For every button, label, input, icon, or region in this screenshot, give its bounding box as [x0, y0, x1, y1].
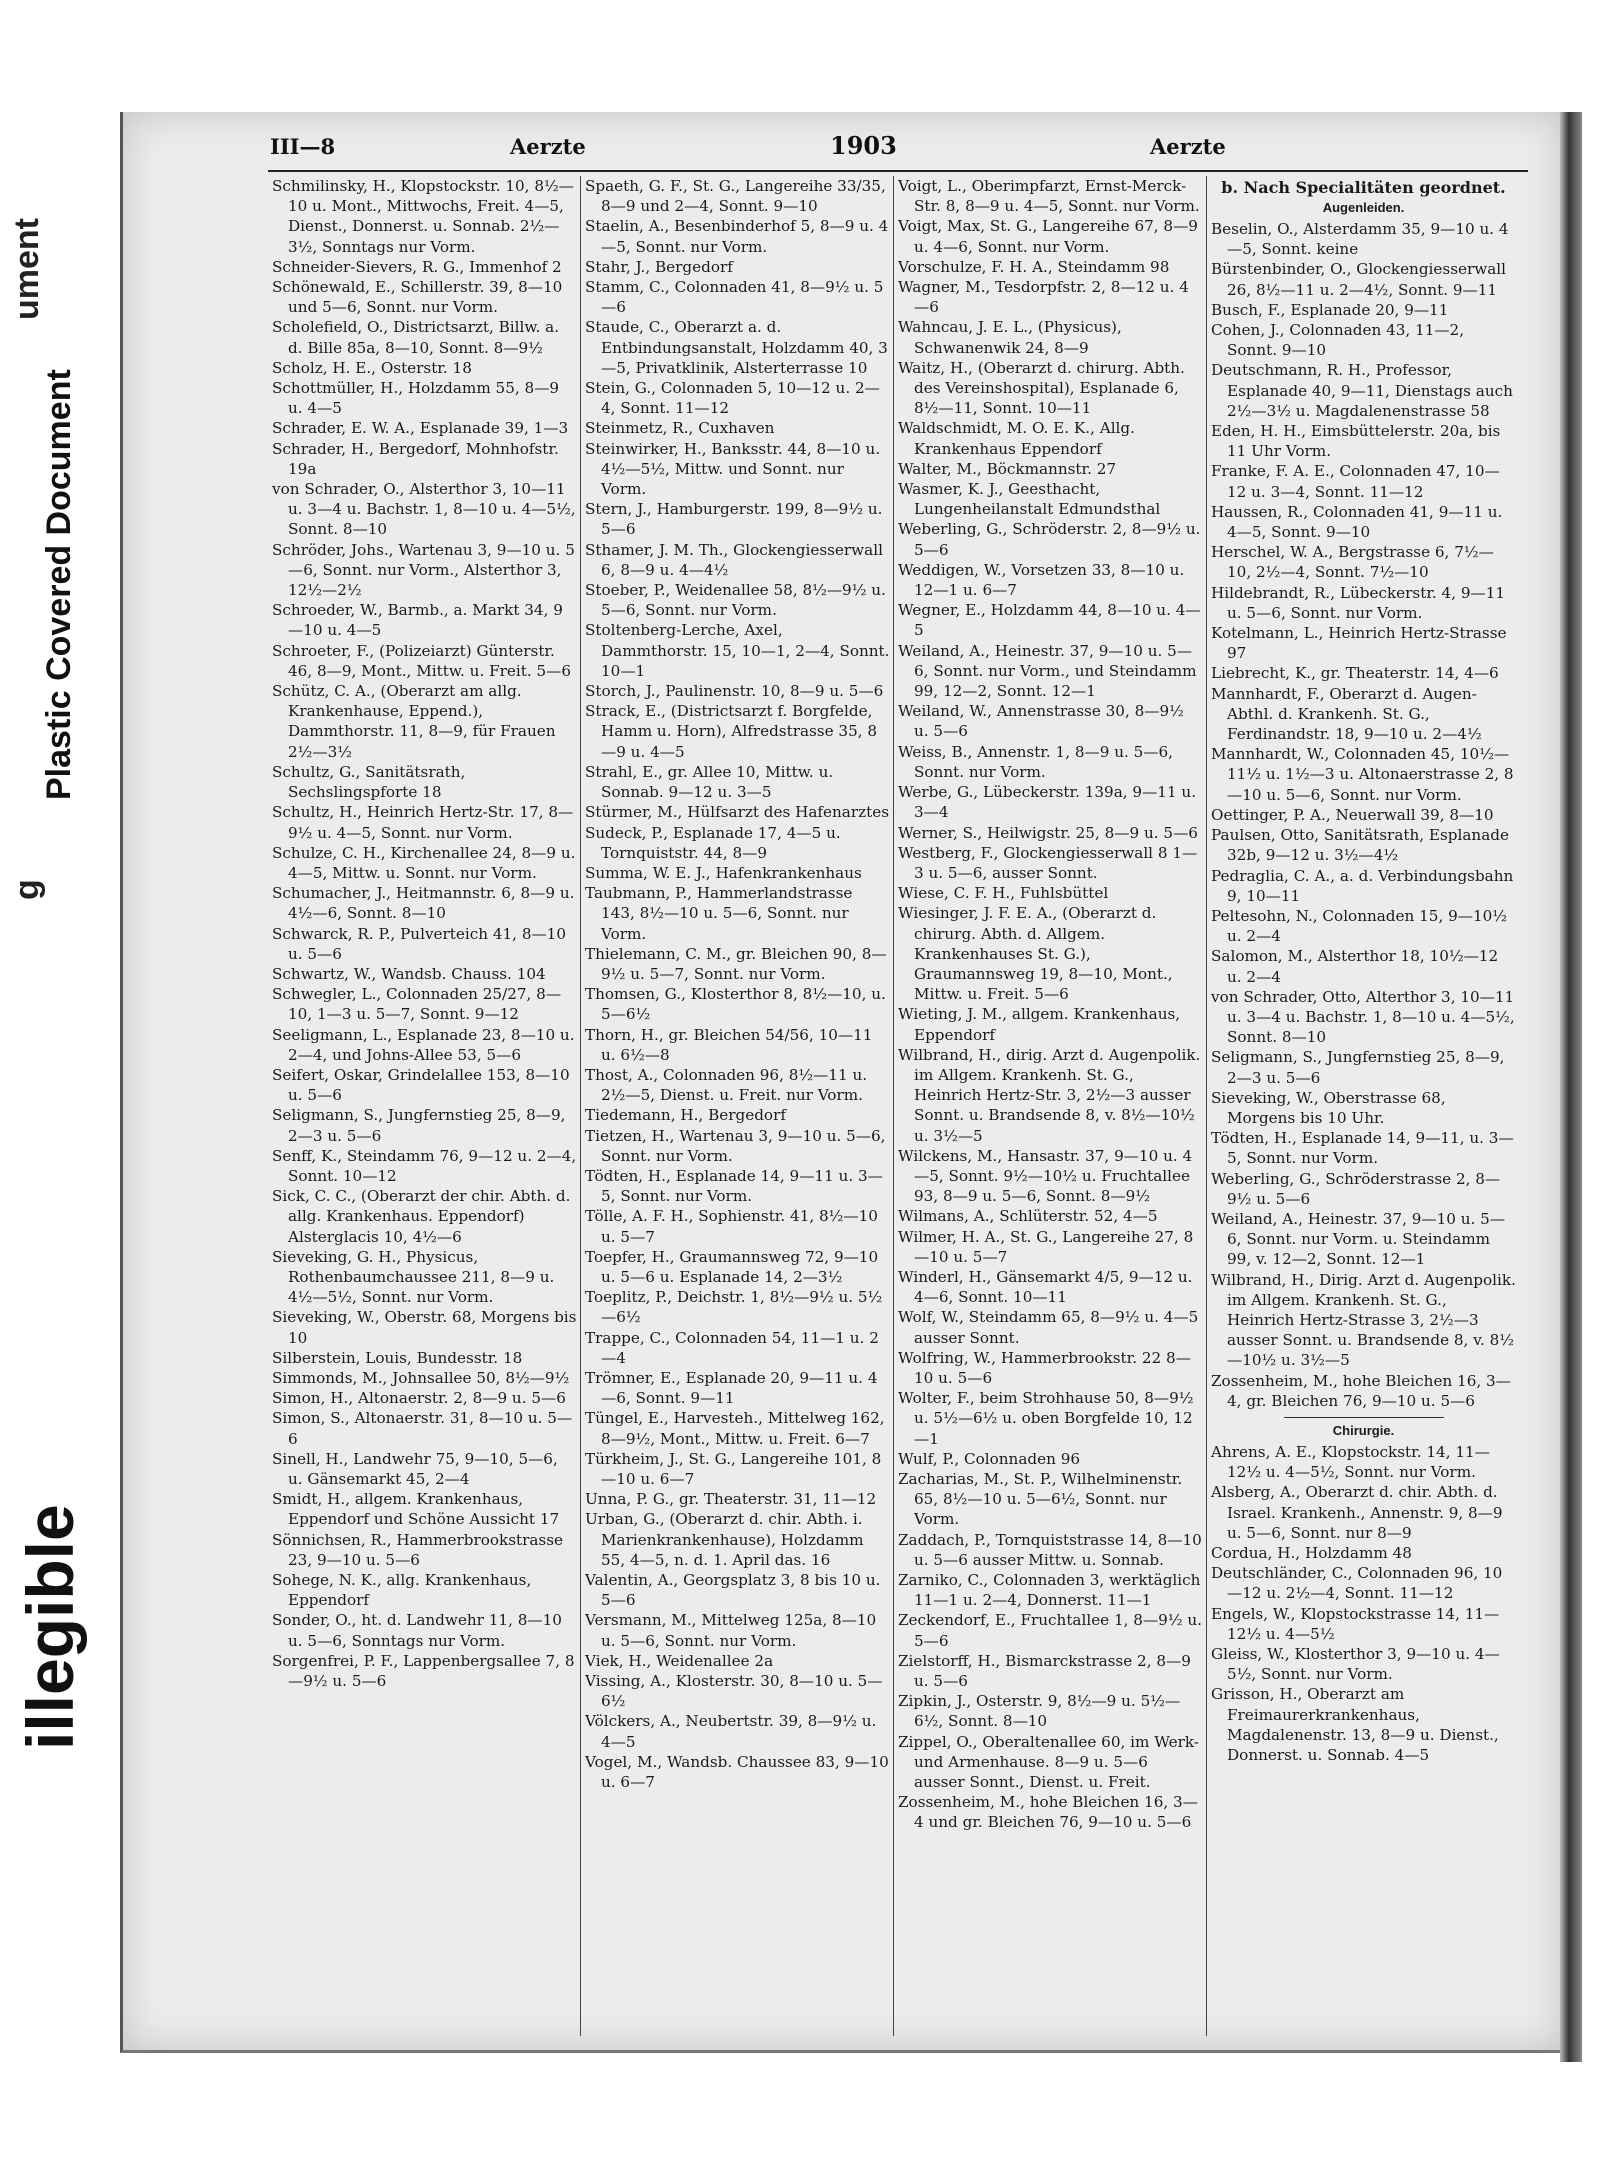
- directory-column-3: [898, 176, 1203, 2036]
- directory-entry: Waldschmidt, M. O. E. K., Allg. Krankenhaus Eppendorf: [898, 419, 1135, 458]
- directory-entry: Strahl, E., gr. Allee 10, Mittw. u. Sonnab. 9—12 u. 3—5: [585, 762, 834, 802]
- directory-entry: Toeplitz, P., Deichstr. 1, 8½—9½ u. 5½—6½: [585, 1288, 883, 1327]
- directory-entry: Smidt, H., allgem. Krankenhaus, Eppendorf und Schöne Aussicht 17: [272, 1490, 560, 1529]
- directory-entry: Stoeber, P., Weidenallee 58, 8½—9½ u. 5—6, Sonnt. nur Vorm.: [585, 581, 886, 620]
- directory-entry: Trömner, E., Esplanade 20, 9—11 u. 4—6, Sonnt. 9—11: [585, 1368, 878, 1408]
- directory-entry: Schultz, G., Sanitätsrath, Sechslingspforte 18: [272, 762, 466, 802]
- directory-entry: Sieveking, W., Oberstrasse 68, Morgens bis 10 Uhr.: [1211, 1088, 1446, 1127]
- directory-entry: Liebrecht, K., gr. Theaterstr. 14, 4—6: [1211, 664, 1499, 683]
- directory-entry: Winderl, H., Gänsemarkt 4/5, 9—12 u. 4—6, Sonnt. 10—11: [898, 1267, 1193, 1307]
- directory-entry: Bürstenbinder, O., Glockengiesserwall 26, 8½—11 u. 2—4½, Sonnt. 9—11: [1211, 260, 1507, 299]
- header-right-title: Aerzte: [1150, 134, 1226, 159]
- directory-entry: Schrader, H., Bergedorf, Mohnhofstr. 19a: [272, 439, 559, 478]
- directory-entry: Franke, F. A. E., Colonnaden 47, 10—12 u. 3—4, Sonnt. 11—12: [1211, 462, 1500, 501]
- directory-entry: Wiesinger, J. F. E. A., (Oberarzt d. chirurg. Abth. d. Allgem. Krankenhauses St. G.), Graumannsweg 19, 8—10, Mont., Mittw. u. Freit. 5—6: [898, 904, 1173, 1004]
- directory-entry: Wilmer, H. A., St. G., Langereihe 27, 8—10 u. 5—7: [898, 1227, 1194, 1266]
- directory-entry: Tödten, H., Esplanade 14, 9—11, u. 3—5, Sonnt. nur Vorm.: [1211, 1129, 1514, 1168]
- directory-entry: Simon, H., Altonaerstr. 2, 8—9 u. 5—6: [272, 1389, 566, 1408]
- directory-entry: Schönewald, E., Schillerstr. 39, 8—10 und 5—6, Sonnt. nur Vorm.: [272, 278, 563, 317]
- side-label-illegible: illegible: [13, 1504, 87, 1750]
- header-year: 1903: [830, 131, 897, 160]
- directory-entry: Tödten, H., Esplanade 14, 9—11 u. 3—5, Sonnt. nur Vorm.: [585, 1166, 883, 1206]
- directory-entry: Sönnichsen, R., Hammerbrookstrasse 23, 9—10 u. 5—6: [272, 1530, 564, 1569]
- directory-entry: Zipkin, J., Osterstr. 9, 8½—9 u. 5½—6½, Sonnt. 8—10: [898, 1692, 1181, 1731]
- side-label-fragment-top: ument: [8, 218, 46, 320]
- directory-entry: Staelin, A., Besenbinderhof 5, 8—9 u. 4—5, Sonnt. nur Vorm.: [585, 217, 889, 256]
- directory-entry: Herschel, W. A., Bergstrasse 6, 7½—10, 2½—4, Sonnt. 7½—10: [1211, 543, 1494, 582]
- directory-entry: Schulze, C. H., Kirchenallee 24, 8—9 u. 4—5, Mittw. u. Sonnt. nur Vorm.: [272, 843, 576, 882]
- directory-entry: Paulsen, Otto, Sanitätsrath, Esplanade 32b, 9—12 u. 3½—4½: [1211, 826, 1509, 865]
- directory-entry: Haussen, R., Colonnaden 41, 9—11 u. 4—5, Sonnt. 9—10: [1211, 502, 1503, 542]
- directory-entry: Alsberg, A., Oberarzt d. chir. Abth. d. Israel. Krankenh., Annenstr. 9, 8—9 u. 5—6, Sonnt. nur 8—9: [1211, 1483, 1503, 1542]
- side-label-plastic-covered: Plastic Covered Document: [40, 369, 78, 800]
- directory-entry: Sohege, N. K., allg. Krankenhaus, Eppendorf: [272, 1571, 532, 1610]
- directory-entry: Eden, H. H., Eimsbüttelerstr. 20a, bis 11 Uhr Vorm.: [1211, 422, 1501, 461]
- directory-entry: Zossenheim, M., hohe Bleichen 16, 3—4, gr. Bleichen 76, 9—10 u. 5—6: [1211, 1371, 1511, 1410]
- directory-entry: Seligmann, S., Jungfernstieg 25, 8—9, 2—3 u. 5—6: [272, 1106, 566, 1145]
- section-rule: [1284, 1417, 1444, 1418]
- directory-entry: Simmonds, M., Johnsallee 50, 8½—9½: [272, 1368, 570, 1387]
- directory-entry: Wahncau, J. E. L., (Physicus), Schwanenwik 24, 8—9: [898, 318, 1122, 357]
- directory-entry: Engels, W., Klopstockstrasse 14, 11—12½ u. 4—5½: [1211, 1604, 1500, 1643]
- directory-entry: Wiese, C. F. H., Fuhlsbüttel: [898, 884, 1109, 903]
- page-header: [270, 130, 1530, 164]
- directory-entry: Wilbrand, H., Dirig. Arzt d. Augenpolik. im Allgem. Krankenh. St. G., Heinrich Hertz-Strasse 3, 2½—3 ausser Sonnt. u. Brandsende 8, v. 8½—10½ u. 3½—5: [1211, 1270, 1516, 1370]
- directory-entry: Schwegler, L., Colonnaden 25/27, 8—10, 1—3 u. 5—7, Sonnt. 9—12: [272, 985, 562, 1024]
- column-divider: [1206, 176, 1207, 2036]
- directory-entry: Zossenheim, M., hohe Bleichen 16, 3—4 und gr. Bleichen 76, 9—10 u. 5—6: [898, 1793, 1198, 1832]
- directory-entry: Schroeder, W., Barmb., a. Markt 34, 9—10 u. 4—5: [272, 601, 563, 640]
- directory-entry: Seifert, Oskar, Grindelallee 153, 8—10 u. 5—6: [272, 1065, 570, 1105]
- directory-entry: Weddigen, W., Vorsetzen 33, 8—10 u. 12—1 u. 6—7: [898, 560, 1185, 600]
- directory-entry: Sorgenfrei, P. F., Lappenbergsallee 7, 8—9½ u. 5—6: [272, 1651, 575, 1691]
- page-number: III—8: [270, 134, 336, 159]
- directory-entry: Peltesohn, N., Colonnaden 15, 9—10½ u. 2—4: [1211, 906, 1508, 946]
- column-divider: [580, 176, 581, 2036]
- directory-entry: Scholz, H. E., Osterstr. 18: [272, 358, 472, 377]
- directory-entry: Oettinger, P. A., Neuerwall 39, 8—10: [1211, 805, 1494, 824]
- directory-entry: Wasmer, K. J., Geesthacht, Lungenheilanstalt Edmundsthal: [898, 480, 1161, 519]
- directory-entry: Wieting, J. M., allgem. Krankenhaus, Eppendorf: [898, 1005, 1181, 1044]
- directory-entry: Grisson, H., Oberarzt am Freimaurerkrankenhaus, Magdalenenstr. 13, 8—9 u. Dienst., Donnerst. u. Sonnab. 4—5: [1211, 1685, 1499, 1765]
- directory-entry: Völckers, A., Neubertstr. 39, 8—9½ u. 4—5: [585, 1712, 877, 1751]
- directory-entry: Hildebrandt, R., Lübeckerstr. 4, 9—11 u. 5—6, Sonnt. nur Vorm.: [1211, 583, 1506, 622]
- directory-entry: Wolf, W., Steindamm 65, 8—9½ u. 4—5 ausser Sonnt.: [898, 1308, 1199, 1347]
- directory-entry: Stein, G., Colonnaden 5, 10—12 u. 2—4, Sonnt. 11—12: [585, 379, 880, 418]
- directory-entry: Wolter, F., beim Strohhause 50, 8—9½ u. 5½—6½ u. oben Borgfelde 10, 12—1: [898, 1389, 1194, 1448]
- directory-entry: Zaddach, P., Tornquiststrasse 14, 8—10 u. 5—6 ausser Mittw. u. Sonnab.: [898, 1530, 1202, 1569]
- directory-entry: Steinmetz, R., Cuxhaven: [585, 419, 775, 438]
- directory-entry: Westberg, F., Glockengiesserwall 8 1—3 u. 5—6, ausser Sonnt.: [898, 843, 1198, 882]
- directory-entry: Stürmer, M., Hülfsarzt des Hafenarztes: [585, 803, 889, 822]
- directory-entry: Zippel, O., Oberaltenallee 60, im Werk- und Armenhause. 8—9 u. 5—6 ausser Sonnt., Dienst. u. Freit.: [898, 1732, 1199, 1792]
- directory-entry: Taubmann, P., Hammerlandstrasse 143, 8½—10 u. 5—6, Sonnt. nur Vorm.: [585, 884, 853, 943]
- directory-column-2: [585, 176, 890, 2036]
- column-divider: [893, 176, 894, 2036]
- directory-entry: Summa, W. E. J., Hafenkrankenhaus: [585, 863, 862, 882]
- directory-entry: Weiland, W., Annenstrasse 30, 8—9½ u. 5—6: [898, 702, 1184, 741]
- directory-entry: Schottmüller, H., Holzdamm 55, 8—9 u. 4—5: [272, 379, 560, 418]
- directory-entry: Viek, H., Weidenallee 2a: [585, 1651, 774, 1670]
- directory-entry: Sick, C. C., (Oberarzt der chir. Abth. d. allg. Krankenhaus. Eppendorf) Alsterglacis 10, 4½—6: [272, 1187, 571, 1246]
- directory-entry: Schwartz, W., Wandsb. Chauss. 104: [272, 964, 546, 983]
- directory-entry: Wagner, M., Tesdorpfstr. 2, 8—12 u. 4—6: [898, 278, 1189, 317]
- directory-entry: Cordua, H., Holzdamm 48: [1211, 1544, 1412, 1562]
- directory-entry: Thomsen, G., Klosterthor 8, 8½—10, u. 5—6½: [585, 985, 886, 1024]
- directory-entry: Thorn, H., gr. Bleichen 54/56, 10—11 u. 6½—8: [585, 1025, 873, 1064]
- directory-entry: Kotelmann, L., Heinrich Hertz-Strasse 97: [1211, 624, 1507, 663]
- directory-entry: Tietzen, H., Wartenau 3, 9—10 u. 5—6, Sonnt. nur Vorm.: [585, 1126, 886, 1165]
- directory-entry: Sthamer, J. M. Th., Glockengiesserwall 6, 8—9 u. 4—4½: [585, 540, 883, 579]
- directory-entry: Stoltenberg-Lerche, Axel, Dammthorstr. 15, 10—1, 2—4, Sonnt. 10—1: [585, 621, 890, 680]
- subhead-augenleiden: Augenleiden.: [1322, 200, 1405, 215]
- section-title: b. Nach Specialitäten geordnet.: [1221, 178, 1506, 197]
- directory-entry: Weiland, A., Heinestr. 37, 9—10 u. 5—6, Sonnt. nur Vorm., und Steindamm 99, 12—2, Sonnt. 12—1: [898, 641, 1197, 701]
- directory-entry: Sonder, O., ht. d. Landwehr 11, 8—10 u. 5—6, Sonntags nur Vorm.: [272, 1611, 562, 1650]
- directory-entry: Wilmans, A., Schlüterstr. 52, 4—5: [898, 1207, 1158, 1226]
- directory-entry: Toepfer, H., Graumannsweg 72, 9—10 u. 5—6 u. Esplanade 14, 2—3½: [585, 1247, 879, 1286]
- directory-entry: Busch, F., Esplanade 20, 9—11: [1211, 300, 1449, 319]
- directory-entry: Schumacher, J., Heitmannstr. 6, 8—9 u. 4½—6, Sonnt. 8—10: [272, 884, 575, 923]
- directory-entry: Mannhardt, F., Oberarzt d. Augen-Abthl. d. Krankenh. St. G., Ferdinandstr. 18, 9—10 u. 2—4½: [1211, 684, 1482, 744]
- directory-entry: Simon, S., Altonaerstr. 31, 8—10 u. 5—6: [272, 1409, 573, 1448]
- directory-entry: Voigt, L., Oberimpfarzt, Ernst-Merck-Str. 8, 8—9 u. 4—5, Sonnt. nur Vorm.: [898, 177, 1200, 216]
- directory-entry: Sieveking, G. H., Physicus, Rothenbaumchaussee 211, 8—9 u. 4½—5½, Sonnt. nur Vorm.: [272, 1247, 555, 1307]
- directory-entry: Seligmann, S., Jungfernstieg 25, 8—9, 2—3 u. 5—6: [1211, 1048, 1505, 1087]
- directory-entry: Beselin, O., Alsterdamm 35, 9—10 u. 4—5, Sonnt. keine: [1211, 220, 1509, 259]
- directory-entry: Unna, P. G., gr. Theaterstr. 31, 11—12: [585, 1490, 877, 1509]
- directory-entry: Weberling, G., Schröderstrasse 2, 8—9½ u. 5—6: [1211, 1169, 1501, 1208]
- directory-entry: von Schrader, O., Alsterthor 3, 10—11 u. 3—4 u. Bachstr. 1, 8—10 u. 4—5½, Sonnt. 8—10: [272, 480, 576, 539]
- directory-entry: Mannhardt, W., Colonnaden 45, 10½—11½ u. 1½—3 u. Altonaerstrasse 2, 8—10 u. 5—6, Sonnt. nur Vorm.: [1211, 745, 1514, 804]
- directory-entry: Vorschulze, F. H. A., Steindamm 98: [898, 257, 1170, 276]
- directory-entry: Zacharias, M., St. P., Wilhelminenstr. 65, 8½—10 u. 5—6½, Sonnt. nur Vorm.: [898, 1470, 1183, 1529]
- directory-entry: Schröder, Johs., Wartenau 3, 9—10 u. 5—6, Sonnt. nur Vorm., Alsterthor 3, 12½—2½: [272, 540, 575, 600]
- directory-entry: Deutschmann, R. H., Professor, Esplanade 40, 9—11, Dienstags auch 2½—3½ u. Magdalenenstrasse 58: [1211, 361, 1513, 420]
- side-label-fragment-mid: g: [8, 879, 46, 900]
- directory-entry: Thost, A., Colonnaden 96, 8½—11 u. 2½—5, Dienst. u. Freit. nur Vorm.: [585, 1065, 868, 1105]
- directory-entry: Stamm, C., Colonnaden 41, 8—9½ u. 5—6: [585, 278, 884, 317]
- directory-column-4: [1211, 176, 1516, 2036]
- directory-entry: Walter, M., Böckmannstr. 27: [898, 459, 1117, 478]
- directory-entry: Vissing, A., Klosterstr. 30, 8—10 u. 5—6½: [585, 1672, 883, 1711]
- directory-entry: Weiland, A., Heinestr. 37, 9—10 u. 5—6, Sonnt. nur Vorm. u. Steindamm 99, v. 12—2, Sonnt. 12—1: [1211, 1209, 1506, 1269]
- directory-entry: Vogel, M., Wandsb. Chaussee 83, 9—10 u. 6—7: [585, 1752, 889, 1792]
- directory-entry: Silberstein, Louis, Bundesstr. 18: [272, 1348, 523, 1367]
- directory-entry: Cohen, J., Colonnaden 43, 11—2, Sonnt. 9—10: [1211, 321, 1465, 360]
- directory-entry: Weberling, G., Schröderstr. 2, 8—9½ u. 5—6: [898, 520, 1201, 559]
- directory-entry: Tüngel, E., Harvesteh., Mittelweg 162, 8—9½, Mont., Mittw. u. Freit. 6—7: [585, 1409, 885, 1448]
- directory-entry: Thielemann, C. M., gr. Bleichen 90, 8—9½ u. 5—7, Sonnt. nur Vorm.: [585, 944, 887, 983]
- header-left-title: Aerzte: [510, 134, 586, 159]
- directory-entry: Wolfring, W., Hammerbrookstr. 22 8—10 u. 5—6: [898, 1348, 1191, 1387]
- directory-entry: Schwarck, R. P., Pulverteich 41, 8—10 u. 5—6: [272, 924, 566, 963]
- directory-entry: Zielstorff, H., Bismarckstrasse 2, 8—9 u. 5—6: [898, 1651, 1191, 1691]
- directory-entry: Schultz, H., Heinrich Hertz-Str. 17, 8—9½ u. 4—5, Sonnt. nur Vorm.: [272, 803, 574, 842]
- subhead-chirurgie: Chirurgie.: [1332, 1422, 1395, 1438]
- directory-entry: Schmilinsky, H., Klopstockstr. 10, 8½—10 u. Mont., Mittwochs, Freit. 4—5, Dienst., Donnerst. u. Sonnab. 2½—3½, Sonntags nur Vorm.: [272, 177, 574, 256]
- directory-entry: Staude, C., Oberarzt a. d. Entbindungsanstalt, Holzdamm 40, 3—5, Privatklinik, Alsterterrasse 10: [585, 318, 888, 377]
- directory-entry: Wilbrand, H., dirig. Arzt d. Augenpolik. im Allgem. Krankenh. St. G., Heinrich Hertz-Str. 3, 2½—3 ausser Sonnt. u. Brandsende 8, v. 8½—10½ u. 3½—5: [898, 1045, 1201, 1145]
- directory-entry: Steinwirker, H., Banksstr. 44, 8—10 u. 4½—5½, Mittw. und Sonnt. nur Vorm.: [585, 439, 881, 499]
- directory-entry: Seeligmann, L., Esplanade 23, 8—10 u. 2—4, und Johns-Allee 53, 5—6: [272, 1025, 575, 1064]
- directory-entry: Zeckendorf, E., Fruchtallee 1, 8—9½ u. 5—6: [898, 1611, 1202, 1650]
- directory-entry: Wulf, P., Colonnaden 96: [898, 1449, 1081, 1468]
- directory-entry: Wilckens, M., Hansastr. 37, 9—10 u. 4—5, Sonnt. 9½—10½ u. Fruchtallee 93, 8—9 u. 5—6, Sonnt. 8—9½: [898, 1146, 1193, 1206]
- directory-entry: Schroeter, F., (Polizeiarzt) Günterstr. 46, 8—9, Mont., Mittw. u. Freit. 5—6: [272, 641, 572, 680]
- directory-entry: Stern, J., Hamburgerstr. 199, 8—9½ u. 5—6: [585, 500, 883, 539]
- directory-entry: Trappe, C., Colonnaden 54, 11—1 u. 2—4: [585, 1328, 879, 1367]
- directory-entry: Salomon, M., Alsterthor 18, 10½—12 u. 2—4: [1211, 947, 1499, 986]
- directory-entry: Weiss, B., Annenstr. 1, 8—9 u. 5—6, Sonnt. nur Vorm.: [898, 742, 1173, 781]
- directory-column-1: [272, 176, 577, 2036]
- directory-entry: Strack, E., (Districtsarzt f. Borgfelde, Hamm u. Horn), Alfredstrasse 35, 8—9 u. 4—5: [585, 702, 878, 761]
- directory-entry: Türkheim, J., St. G., Langereihe 101, 8—10 u. 6—7: [585, 1449, 882, 1488]
- directory-entry: Schütz, C. A., (Oberarzt am allg. Krankenhause, Eppend.), Dammthorstr. 11, 8—9, für Frauen 2½—3½: [272, 682, 556, 761]
- directory-entry: Schneider-Sievers, R. G., Immenhof 2: [272, 257, 562, 276]
- directory-entry: Sudeck, P., Esplanade 17, 4—5 u. Tornquiststr. 44, 8—9: [585, 823, 841, 862]
- directory-entry: Waitz, H., (Oberarzt d. chirurg. Abth. des Vereinshospital), Esplanade 6, 8½—11, Sonnt. 10—11: [898, 358, 1185, 418]
- directory-entry: Storch, J., Paulinenstr. 10, 8—9 u. 5—6: [585, 682, 884, 701]
- entries-list-1: [1211, 219, 1516, 1411]
- directory-entry: Zarniko, C., Colonnaden 3, werktäglich 11—1 u. 2—4, Donnerst. 11—1: [898, 1571, 1201, 1610]
- directory-entry: Tölle, A. F. H., Sophienstr. 41, 8½—10 u. 5—7: [585, 1207, 878, 1246]
- page-edge-shadow: [1560, 112, 1582, 2062]
- directory-entry: Versmann, M., Mittelweg 125a, 8—10 u. 5—6, Sonnt. nur Vorm.: [585, 1611, 877, 1650]
- directory-entry: Senff, K., Steindamm 76, 9—12 u. 2—4, Sonnt. 10—12: [272, 1146, 577, 1185]
- directory-entry: Stahr, J., Bergedorf: [585, 257, 733, 276]
- directory-entry: Gleiss, W., Klosterthor 3, 9—10 u. 4—5½, Sonnt. nur Vorm.: [1211, 1645, 1500, 1684]
- directory-entry: Werbe, G., Lübeckerstr. 139a, 9—11 u. 3—4: [898, 783, 1197, 822]
- directory-entry: Schrader, E. W. A., Esplanade 39, 1—3: [272, 419, 569, 438]
- directory-entry: Urban, G., (Oberarzt d. chir. Abth. i. Marienkrankenhause), Holzdamm 55, 4—5, n. d. 1. April das. 16: [585, 1510, 864, 1569]
- entries-list-2: [1211, 1442, 1516, 1765]
- directory-entry: Ahrens, A. E., Klopstockstr. 14, 11—12½ u. 4—5½, Sonnt. nur Vorm.: [1211, 1442, 1490, 1482]
- directory-entry: Pedraglia, C. A., a. d. Verbindungsbahn 9, 10—11: [1211, 866, 1514, 905]
- directory-entry: von Schrader, Otto, Alterthor 3, 10—11 u. 3—4 u. Bachstr. 1, 8—10 u. 4—5½, Sonnt. 8—10: [1211, 987, 1515, 1047]
- directory-entry: Sinell, H., Landwehr 75, 9—10, 5—6, u. Gänsemarkt 45, 2—4: [272, 1449, 558, 1488]
- directory-entry: Valentin, A., Georgsplatz 3, 8 bis 10 u. 5—6: [585, 1571, 881, 1610]
- directory-entry: Spaeth, G. F., St. G., Langereihe 33/35, 8—9 und 2—4, Sonnt. 9—10: [585, 177, 886, 216]
- header-rule: [268, 170, 1528, 172]
- directory-entry: Tiedemann, H., Bergedorf: [585, 1106, 786, 1125]
- directory-entry: Werner, S., Heilwigstr. 25, 8—9 u. 5—6: [898, 823, 1198, 842]
- directory-entry: Wegner, E., Holzdamm 44, 8—10 u. 4—5: [898, 601, 1201, 640]
- directory-entry: Deutschländer, C., Colonnaden 96, 10—12 u. 2½—4, Sonnt. 11—12: [1211, 1564, 1503, 1603]
- directory-entry: Scholefield, O., Districtsarzt, Billw. a. d. Bille 85a, 8—10, Sonnt. 8—9½: [272, 318, 560, 357]
- directory-entry: Voigt, Max, St. G., Langereihe 67, 8—9 u. 4—6, Sonnt. nur Vorm.: [898, 217, 1198, 256]
- directory-entry: Sieveking, W., Oberstr. 68, Morgens bis 10: [272, 1308, 577, 1347]
